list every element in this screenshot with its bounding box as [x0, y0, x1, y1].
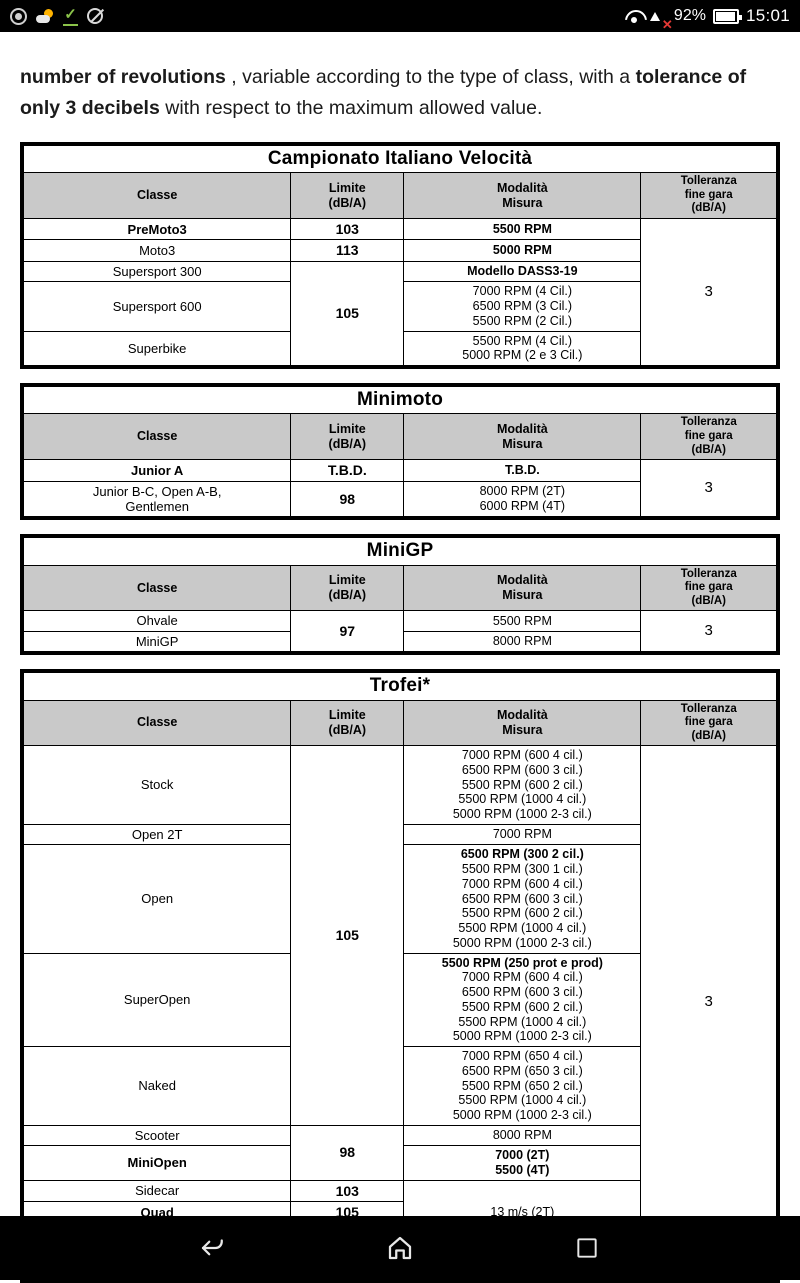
cell-classe: MiniOpen [24, 1146, 291, 1181]
status-bar-left-icons [10, 7, 103, 26]
cell-modalita: 6500 RPM (300 2 cil.) 5500 RPM (300 1 cil.) 7000 RPM (600 4 cil.) 6500 RPM (600 3 cil.) 5500 RPM (600 2 cil.) 5500 RPM (1000 4 cil.) 5000 RPM (1000 2-3 cil.) [404, 845, 641, 953]
table-row [24, 746, 777, 825]
header-classe: Classe [24, 700, 291, 746]
table-header-row [24, 700, 777, 746]
cell-limite: 113 [291, 240, 404, 262]
intro-bold-2: tolerance of only 3 decibels [20, 65, 747, 119]
header-classe: Classe [24, 173, 291, 219]
cell-limite: T.B.D. [291, 460, 404, 482]
table-row [24, 460, 777, 482]
cell-modalita: 8000 RPM [404, 631, 641, 651]
table-title: Minimoto [24, 387, 777, 414]
cell-classe: Junior B-C, Open A-B, Gentlemen [24, 481, 291, 517]
header-classe: Classe [24, 414, 291, 460]
weather-icon [36, 9, 54, 23]
noise-table [23, 386, 777, 517]
noise-table [23, 672, 777, 1259]
cell-modalita: 7000 RPM (600 4 cil.) 6500 RPM (600 3 cil.) 5500 RPM (600 2 cil.) 5500 RPM (1000 4 cil.) 5000 RPM (1000 2-3 cil.) [404, 746, 641, 825]
table-block [20, 142, 780, 369]
cell-limite: 97 [291, 611, 404, 652]
header-classe: Classe [24, 565, 291, 611]
table-title: Campionato Italiano Velocità [24, 145, 777, 172]
cell-tolleranza: 3 [641, 746, 777, 1259]
intro-text-1: , variable according to the type of class, with a [225, 65, 636, 88]
header-modalita: Modalità Misura [404, 173, 641, 219]
cell-classe: Stock [24, 746, 291, 825]
cell-modalita: 5500 RPM (250 prot e prod) 7000 RPM (600 4 cil.) 6500 RPM (600 3 cil.) 5500 RPM (600 2 cil.) 5500 RPM (1000 4 cil.) 5000 RPM (1000 2-3 cil.) [404, 953, 641, 1047]
cell-classe: PreMoto3 [24, 218, 291, 240]
cell-modalita: 8000 RPM [404, 1125, 641, 1145]
cell-classe: MiniGP [24, 631, 291, 651]
download-complete-icon: ✓ [63, 7, 78, 26]
cell-classe: Superbike [24, 331, 291, 366]
cell-modalita: 5500 RPM [404, 218, 641, 240]
table-row [24, 218, 777, 240]
cell-modalita: 7000 (2T) 5500 (4T) [404, 1146, 641, 1181]
header-modalita: Modalità Misura [404, 700, 641, 746]
table-block [20, 534, 780, 655]
table-block [20, 383, 780, 520]
cell-classe: TROFEI MONOMARCA [24, 1223, 291, 1259]
table-header-row [24, 565, 777, 611]
table-title: MiniGP [24, 538, 777, 565]
noise-table [23, 537, 777, 652]
cell-limite: 105 [291, 746, 404, 1126]
document-page[interactable] [0, 32, 800, 1278]
home-button-icon[interactable] [378, 1226, 422, 1270]
cell-classe: Sidecar [24, 1180, 291, 1202]
header-modalita: Modalità Misura [404, 414, 641, 460]
back-button-icon[interactable] [191, 1226, 235, 1270]
block-icon [87, 8, 103, 24]
header-modalita: Modalità Misura [404, 565, 641, 611]
status-bar [0, 0, 800, 32]
do-not-disturb-icon [10, 8, 27, 25]
cell-classe: Supersport 600 [24, 282, 291, 331]
table-row [24, 611, 777, 631]
header-tolleranza: Tolleranza fine gara (dB/A) [641, 700, 777, 746]
header-tolleranza: Tolleranza fine gara (dB/A) [641, 173, 777, 219]
cell-modalita: T.B.D. [404, 460, 641, 482]
cell-tolleranza: 3 [641, 460, 777, 517]
noise-limit-tables [20, 142, 780, 1283]
header-limite: Limite (dB/A) [291, 414, 404, 460]
wifi-icon [625, 9, 643, 23]
header-limite: Limite (dB/A) [291, 700, 404, 746]
intro-text-2: with respect to the maximum allowed value. [159, 96, 543, 119]
cell-limite: 105 [291, 262, 404, 366]
cell-classe: Naked [24, 1047, 291, 1126]
cell-limite: 105 [291, 1202, 404, 1224]
cell-limite: 103 [291, 1180, 404, 1202]
cell-classe: SuperOpen [24, 953, 291, 1047]
cell-classe: Quad [24, 1202, 291, 1224]
cell-classe: Junior A [24, 460, 291, 482]
cell-tolleranza: 3 [641, 611, 777, 652]
status-bar-right-icons: ✕ 92% 15:01 [625, 6, 790, 26]
header-limite: Limite (dB/A) [291, 565, 404, 611]
cell-modalita: 5500 RPM (4 Cil.) 5000 RPM (2 e 3 Cil.) [404, 331, 641, 366]
cell-limite: 98 [291, 1125, 404, 1180]
cell-limite: 98 [291, 481, 404, 517]
intro-paragraph [20, 62, 780, 124]
header-tolleranza: Tolleranza fine gara (dB/A) [641, 414, 777, 460]
battery-percentage: 92% [673, 7, 706, 24]
recents-button-icon[interactable] [565, 1226, 609, 1270]
cell-modalita: 7000 RPM (650 4 cil.) 6500 RPM (650 3 cil.) 5500 RPM (650 2 cil.) 5500 RPM (1000 4 cil.) 5000 RPM (1000 2-3 cil.) [404, 1047, 641, 1126]
cell-limite: 103 [291, 218, 404, 240]
signal-triangle-icon [650, 12, 660, 21]
table-header-row [24, 414, 777, 460]
cell-modalita: 7000 RPM (4 Cil.) 6500 RPM (3 Cil.) 5500 RPM (2 Cil.) [404, 282, 641, 331]
cell-classe: Ohvale [24, 611, 291, 631]
cell-modalita: 8000 RPM (2T) 6000 RPM (4T) [404, 481, 641, 517]
table-footnote: * Se non diversamente specificato nei Regolamenti di Trofeo [23, 1259, 777, 1280]
cell-classe: Moto3 [24, 240, 291, 262]
cell-modalita: 5000 RPM [404, 240, 641, 262]
clock: 15:01 [745, 6, 790, 25]
cell-classe: Open [24, 845, 291, 953]
cell-classe: Supersport 300 [24, 262, 291, 282]
cell-classe: Open 2T [24, 824, 291, 844]
cell-tolleranza: 3 [641, 218, 777, 365]
cell-limite: 100 [291, 1223, 404, 1259]
table-header-row [24, 173, 777, 219]
cell-modalita: Modello DASS3-19 [404, 262, 641, 282]
cell-modalita: 5500 RPM [404, 611, 641, 631]
header-tolleranza: Tolleranza fine gara (dB/A) [641, 565, 777, 611]
battery-icon [713, 9, 739, 24]
cell-modalita: 7000 RPM [404, 824, 641, 844]
cell-classe: Scooter [24, 1125, 291, 1145]
noise-table [23, 145, 777, 366]
intro-bold-1: number of revolutions [20, 65, 226, 88]
table-title: Trofei* [24, 673, 777, 700]
header-limite: Limite (dB/A) [291, 173, 404, 219]
table-block [20, 669, 780, 1283]
cell-modalita: 13 m/s (2T) 11 m/s (4T) [404, 1180, 641, 1259]
